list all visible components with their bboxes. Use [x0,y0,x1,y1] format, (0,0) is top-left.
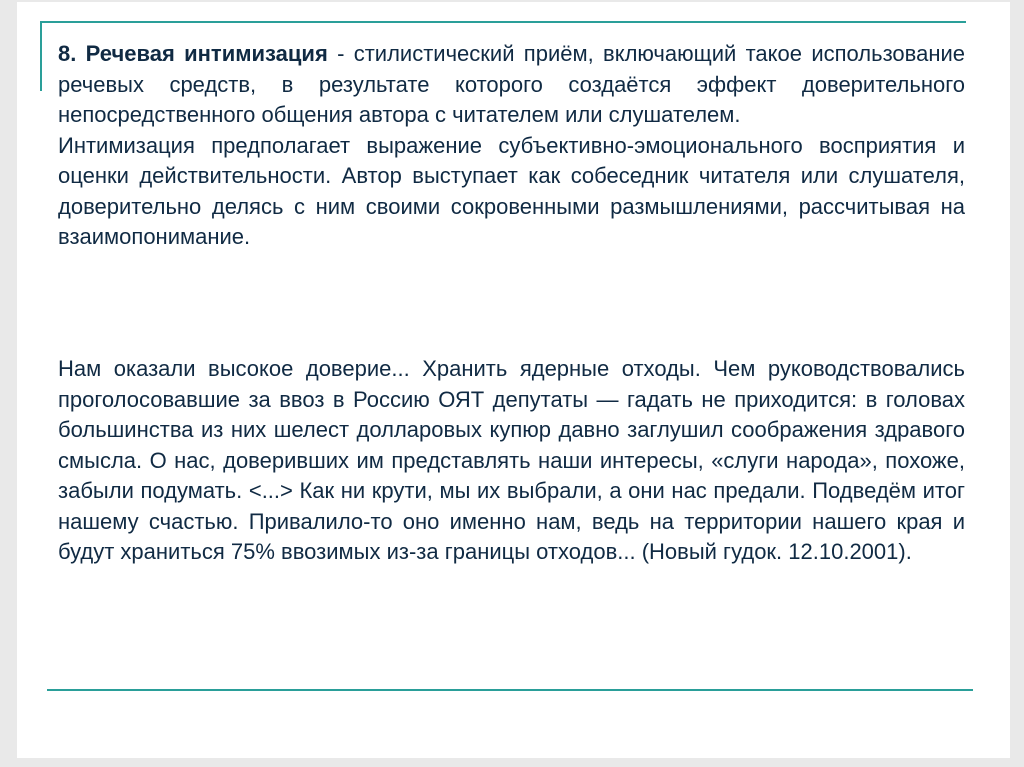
bottom-accent-line [47,689,973,691]
example-block [58,354,965,568]
definition-block [58,39,965,253]
definition-number: 8. [58,41,77,66]
left-accent-line [40,21,42,91]
definition-paragraph [58,39,965,131]
definition-term: Речевая интимизация [85,41,328,66]
explanation-paragraph: Интимизация предполагает выражение субъективно-эмоционального восприятия и оценки действительности. Автор выступает как собеседник читателя или слушателя, доверительно делясь с ним своими сокровенными размышлениями, рассчитывая на взаимопонимание. [58,132,965,249]
top-accent-line [40,21,966,23]
example-paragraph: Нам оказали высокое доверие... Хранить ядерные отходы. Чем руководствовались проголосовавшие за ввоз в Россию ОЯТ депутаты — гадать не приходится: в головах большинства из них шелест долларовых купюр давно заглушил соображения здравого смысла. О нас, доверивших им представлять наши интересы, «слуги народа», похоже, забыли подумать. <...> Как ни крути, мы их выбрали, а они нас предали. Подведём итог нашему счастью. Привалило-то оно именно нам, ведь на территории нашего края и будут храниться 75% ввозимых из-за границы отходов... (Новый гудок. 12.10.2001). [58,356,965,564]
definition-text: - стилистический приём, включающий такое использование речевых средств, в результате которого создаётся эффект доверительного непосредственного общения автора с читателем или слушателем. [58,41,965,127]
